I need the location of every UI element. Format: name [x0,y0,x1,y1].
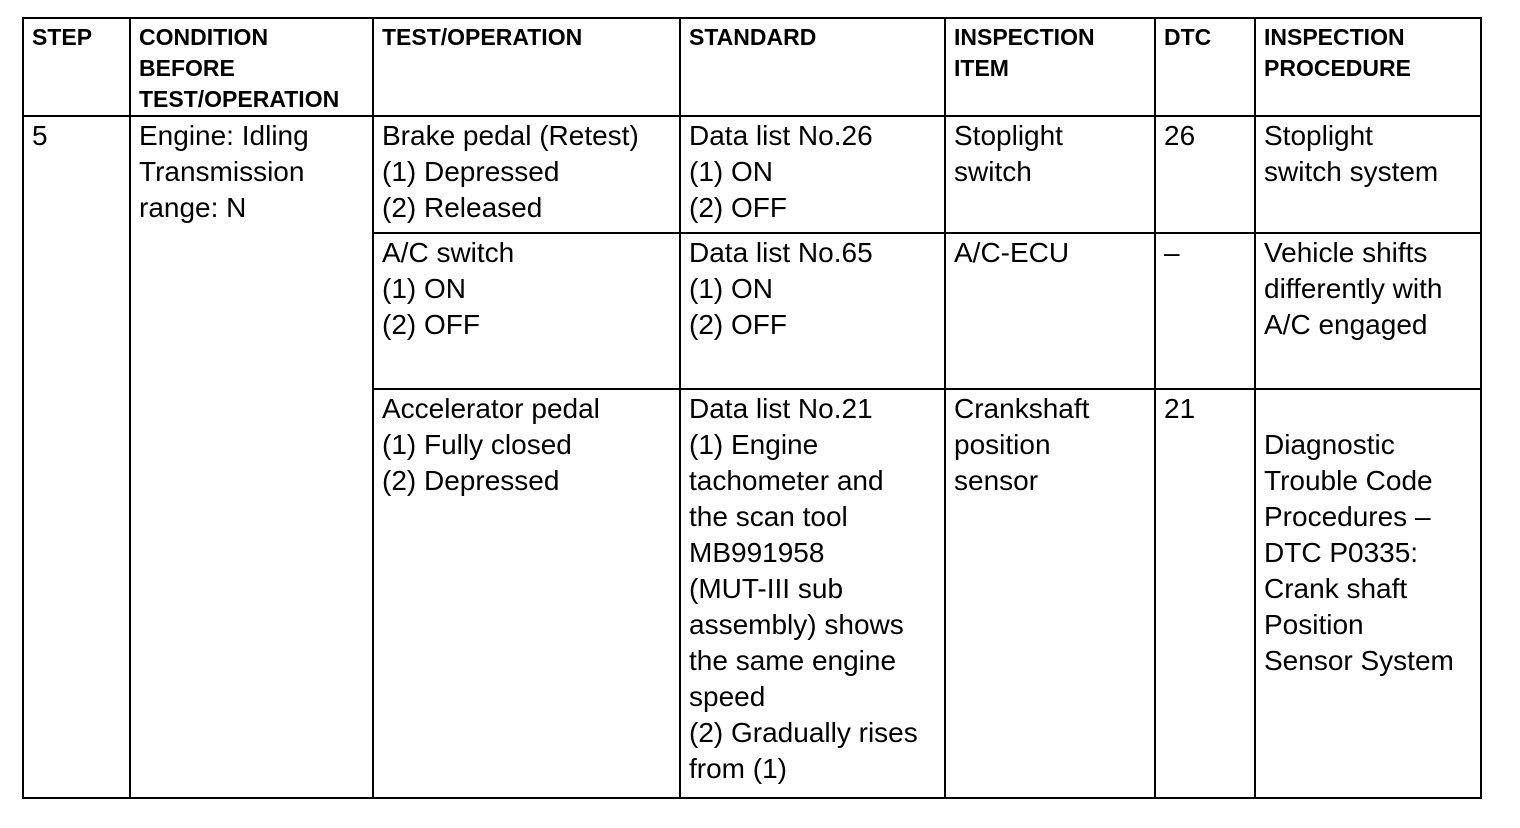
step-cell: 5 [23,116,130,798]
item-cell: A/C-ECU [945,233,1155,389]
test-cell: Brake pedal (Retest) (1) Depressed (2) Released [373,116,680,233]
header-item: INSPECTION ITEM [945,18,1155,116]
condition-cell: Engine: Idling Transmission range: N [130,116,373,798]
item-cell: Stoplight switch [945,116,1155,233]
inspection-table [22,17,1482,799]
header-step: STEP [23,18,130,116]
dtc-cell: – [1155,233,1255,389]
header-procedure: INSPECTION PROCEDURE [1255,18,1481,116]
standard-cell: Data list No.65 (1) ON (2) OFF [680,233,945,389]
test-cell: A/C switch (1) ON (2) OFF [373,233,680,389]
dtc-cell: 26 [1155,116,1255,233]
standard-cell: Data list No.26 (1) ON (2) OFF [680,116,945,233]
test-cell: Accelerator pedal (1) Fully closed (2) Depressed [373,389,680,798]
header-test: TEST/OPERATION [373,18,680,116]
table-row [23,116,1481,233]
dtc-cell: 21 [1155,389,1255,798]
item-cell: Crankshaft position sensor [945,389,1155,798]
header-standard: STANDARD [680,18,945,116]
standard-cell: Data list No.21 (1) Engine tachometer and the scan tool MB991958 (MUT-III sub assembly) shows the same engine speed (2) Gradually rises from (1) [680,389,945,798]
procedure-cell: Diagnostic Trouble Code Procedures – DTC P0335: Crank shaft Position Sensor System [1255,389,1481,798]
procedure-cell: Stoplight switch system [1255,116,1481,233]
header-dtc: DTC [1155,18,1255,116]
header-condition: CONDITION BEFORE TEST/OPERATION [130,18,373,116]
header-row [23,18,1481,116]
procedure-cell: Vehicle shifts differently with A/C engaged [1255,233,1481,389]
